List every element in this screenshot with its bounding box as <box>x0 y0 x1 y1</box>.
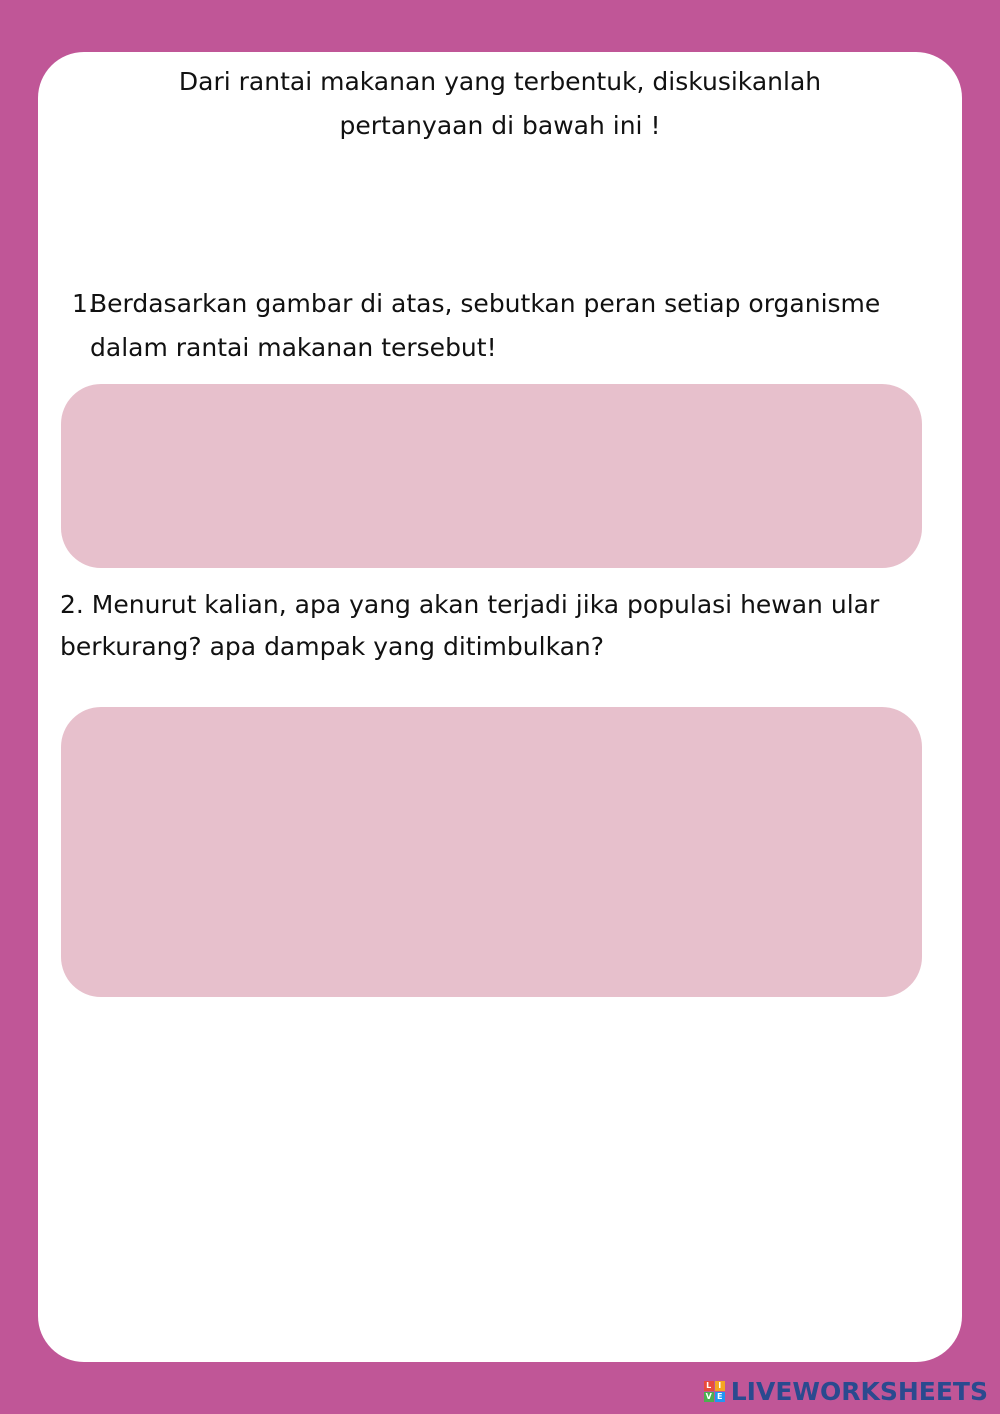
brand-name: LIVEWORKSHEETS <box>730 1376 988 1406</box>
liveworksheets-logo <box>704 1376 988 1406</box>
answer-box-2[interactable] <box>61 707 922 997</box>
question-2-line-1: 2. Menurut kalian, apa yang akan terjadi jika populasi hewan ular <box>60 590 880 619</box>
logo-letter-v: V <box>705 1391 712 1401</box>
intro-line-1: Dari rantai makanan yang terbentuk, diskusikanlah <box>178 67 822 96</box>
answer-box-1[interactable] <box>61 384 922 568</box>
question-2-line-2: berkurang? apa dampak yang ditimbulkan? <box>60 632 605 661</box>
logo-letter-i: I <box>715 1381 725 1391</box>
question-2 <box>60 584 950 668</box>
logo-letter-l: L <box>704 1381 714 1391</box>
intro-line-2: pertanyaan di bawah ini ! <box>339 111 661 140</box>
worksheet-card <box>38 52 962 1362</box>
live-logo-icon <box>704 1381 725 1402</box>
logo-letter-e: E <box>715 1392 725 1402</box>
intro-text <box>38 60 962 148</box>
question-1-line-1: Berdasarkan gambar di atas, sebutkan peran setiap organisme <box>90 289 881 318</box>
question-1 <box>72 282 952 370</box>
question-1-number: 1. <box>72 289 96 318</box>
question-1-line-2: dalam rantai makanan tersebut! <box>90 333 497 362</box>
